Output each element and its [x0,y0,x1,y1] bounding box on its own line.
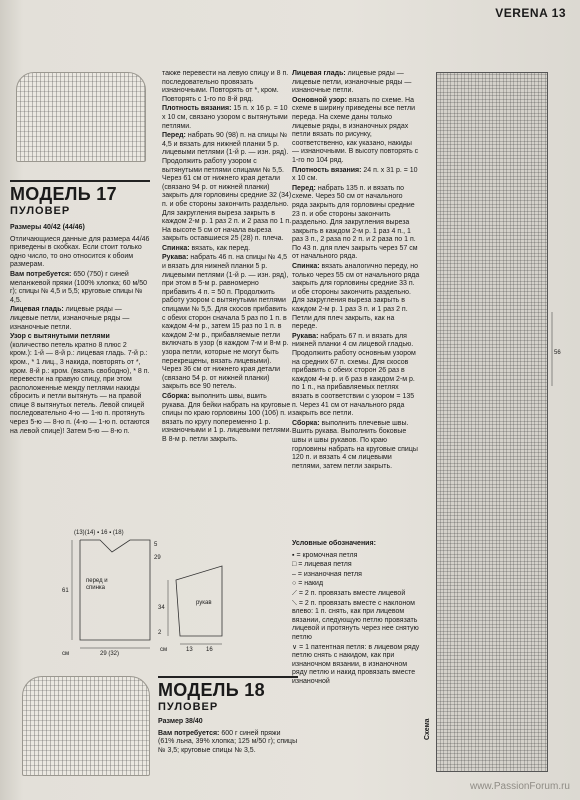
model17-front-label: Перед: [162,132,186,140]
model18-back: вязать аналогично переду, но только через 55 см от начального ряда закрыть для горловины средние 33 п. и обе стороны закончить раздельно. Для закругления выреза закрыть в каждом 2-м р. 1 раз 3 п. и 1 раз 2 п. Петли для плеч закрыть, как на переде. [292,263,420,331]
model17-dim-61: 61 [62,588,69,594]
legend-symbol-icon: ⟋ [292,589,299,597]
model17-dim-13: 13 [186,647,193,653]
model17-sleeves-label: Рукава: [162,254,189,262]
model17-dim-5: 5 [154,542,158,548]
model18-subtitle: ПУЛОВЕР [158,701,219,713]
model18-assembly-label: Сборка: [292,419,320,427]
model18-back-label: Спинка: [292,263,320,271]
model17-sizes: Размеры 40/42 (44/46) [10,224,85,231]
model18-sleeves-label: Рукава: [292,332,319,340]
model17-stitch1: лицевые ряды — лицевые петли, изнаночные ряды — изнаночные петли. [10,306,130,331]
page-number: 13 [551,6,566,20]
chart-label: Схема [424,718,431,740]
model17-intro: Отличающиеся данные для размера 44/46 приведены в скобках. Если стоит только одно число, то оно относится к обоим размерам. [10,235,150,269]
model18-front-label: Перед: [292,184,316,192]
model17-sleeve-cm: см [160,647,168,653]
model17-dim-29: 29 [154,555,161,561]
model17-dim-2: 2 [158,630,162,636]
model17-col2: также перевести на левую спицу и 8 п. последовательно провязать изнаночными. Повторять от *, кром. Повторять с 1-го по 8-й ряд. [162,70,289,103]
model17-gauge: 15 п. x 16 р. = 10 x 10 см, связано узором с вытянутыми петлями. [162,105,288,130]
legend-symbol-icon: ⟍ [292,599,299,607]
model18-gauge-label: Плотность вязания: [292,166,362,174]
model17-title: МОДЕЛЬ 17 [10,184,117,204]
legend-symbol-icon: ▪ [292,551,297,559]
legend-item: – = изнаночная петля [292,570,362,578]
model17-dim-16: 16 [206,647,213,653]
model18-materials-label: Вам потребуется: [158,729,220,737]
model18-stitch1: лицевые ряды — лицевые петли, изнаночные ряды — изнаночные петли. [292,70,412,95]
legend-item: ▪ = кромочная петля [292,551,358,559]
legend-item: ⟋ = 2 п. провязать вместе лицевой [292,589,406,597]
legend-item: ∨ = 1 патентная петля: в лицевом ряду петлю снять с накидом, как при изнаночном вязании, в изнаночном ряду петлю и накид провязать вместе изнаночной [292,643,420,685]
model17-stitch2-label: Узор с вытянутыми петлями [10,333,110,341]
knitting-chart [436,72,548,772]
model17-stitch1-label: Лицевая гладь: [10,306,64,314]
model17-top-dims: (13)(14) ▪ 16 ▪ (18) [74,530,124,536]
model17-front: набрать 90 (98) п. на спицы № 4,5 и вязать для нижней планки 5 р. лицевыми петлями (1-й р. — изн. ряд). Продолжить работу узором с вытянутыми петлями спицами № 5,5. Через 61 см от нижнего края детали (связано 94 р. от нижней планки) закрыть для горловины средние 32 (34) п. и обе стороны закончить раздельно. Для закругления выреза закрыть в каждом 2-м р. 1 раз 2 п. и 2 раза по 1 п. На высоте 5 см от начала выреза закрыть оставшиеся 25 (28) п. плеча. [162,132,292,243]
model18-stitch2-label: Основной узор: [292,96,347,104]
model17-body-label: перед и спинка [86,578,108,591]
model17-back: вязать, как перед. [191,244,251,252]
model17-stitch2: (количество петель кратно 8 плюс 2 кром.): 1-й — 8-й р.: лицевая гладь. 7-й р.: кром., * 1 лиц., 3 накида, повторять от *, кром. 8-й р.: кром. (вязать свободно), * 8 п. перевести на правую спицу, при этом расположенные между петлями накиды сбросить и петли вытянуть — на правой спице 8 вытянутых петель. Левой спицей последовательно 4-ю — 1-ю п. протянуть через 5-ю — 8-ю п. (4-ю — 1-ю п. остаются на левой спице)! Затем 5-ю — 8-ю п. [10,341,150,435]
legend-symbol-icon: □ [292,561,299,569]
model17-back-label: Спинка: [162,244,190,252]
model17-materials-label: Вам потребуется: [10,270,72,278]
model17-dim-width: 29 (32) [100,651,120,657]
model18-sizes: Размер 38/40 [158,718,203,725]
watermark: www.PassionForum.ru [469,781,570,792]
model18-stitch1-label: Лицевая гладь: [292,70,346,77]
model17-assembly: выполнить швы, вшить рукава. Для бейки набрать на круговые спицы по краю горловины 100 (106) п. и вязать по кругу попеременно 1 р. изнаночными и 1 р. лицевыми петлями. В 8-м р. петли закрыть. [162,392,292,443]
model17-cm-label: см [62,651,70,657]
model17-materials: 650 (750) г синей меланжевой пряжи (100% хлопка; 60 м/50 г); спицы № 4,5 и 5,5; круговые спицы № 4,5. [10,270,148,304]
legend-item: □ = лицевая петля [292,561,352,569]
model18-sleeves: набрать 67 п. и вязать для нижней планки 4 см лицевой гладью. Продолжить работу основным узором на средних 67 п. схемы. Для скосов прибавить с обеих сторон 26 раз в каждом 4-м р. и 6 раз в каждом 2-м р. по 1 п., на прибавляемых петлях вязать в соответствии с узором = 135 п. Через 41 см от начального ряда закрыть все петли. [292,332,416,418]
legend-symbol-icon: – [292,570,298,578]
model17-subtitle: ПУЛОВЕР [10,205,71,217]
model17-sleeves: набрать 46 п. на спицы № 4,5 и вязать для нижней планки 5 р. лицевыми петлями (1-й р. — изн. ряд), при этом в 5-м р. равномерно прибавить 4 п. = 50 п. Продолжить работу узором с вытянутыми петлями спицами № 5,5. Для скосов прибавить с обеих сторон сначала 5 раз по 1 п. в каждом 4-м р., затем 15 раз по 1 п. в каждом 2-м р., прибавляемые петли включать в узор (в каждом 7-м и 8-м р. узора петли, которые не могут быть перекрещены, вязать лицевыми). Через 36 см от нижнего края детали (связано 54 р. от нижней планки) закрыть все 90 петель. [162,254,289,391]
model18-assembly: выполнить плечевые швы. Вшить рукава. Выполнить боковые швы и швы рукавов. По краю горловины набрать на круговые спицы 120 п. и вязать 4 см лицевыми петлями, затем петли закрыть. [292,419,418,470]
model18-materials: 600 г синей пряжи (61% льна, 39% хлопка; 125 м/50 г); спицы № 3,5; круговые спицы № 3,5. [158,729,298,754]
legend-item: ⟍ = 2 п. провязать вместе с наклоном влево: 1 п. снять, как при лицевом вязании, следующую петлю провязать лицевой и протянуть через нее снятую петлю [292,599,419,641]
model18-gauge: 24 п. x 31 р. = 10 x 10 см. [292,166,418,183]
model17-sleeve-label: рукав [196,600,212,606]
model18-front: набрать 135 п. и вязать по схеме. Через 50 см от начального ряда закрыть для горловины средние 23 п. и обе стороны закончить раздельно. Для закругления выреза закрыть в каждом 2-м р. 1 раз 4 п., 1 раз 3 п., 2 раза по 2 п. и 2 раза по 1 п. По 43 п. для плеч закрыть через 57 см от начального ряда. [292,184,418,261]
model18-title: МОДЕЛЬ 18 [158,680,265,700]
model17-gauge-label: Плотность вязания: [162,105,232,113]
model17-dim-34: 34 [158,605,165,611]
model18-dim-56: 56 [554,350,561,356]
model17-assembly-label: Сборка: [162,392,190,400]
legend-item: ○ = накид [292,580,324,588]
legend-symbol-icon: ∨ [292,643,300,651]
legend-symbol-icon: ○ [292,580,299,588]
model18-stitch2: вязать по схеме. На схеме в ширину приведены все петли переда. На схеме даны только лицевые ряды, в изнаночных рядах петли вязать по рисунку, соответственно, как указано, накиды — изнаночными. В высоту повторять с 1-го по 104 ряд. [292,96,419,164]
brand-name: VERENA [495,6,548,20]
legend-title: Условные обозначения: [292,540,376,547]
